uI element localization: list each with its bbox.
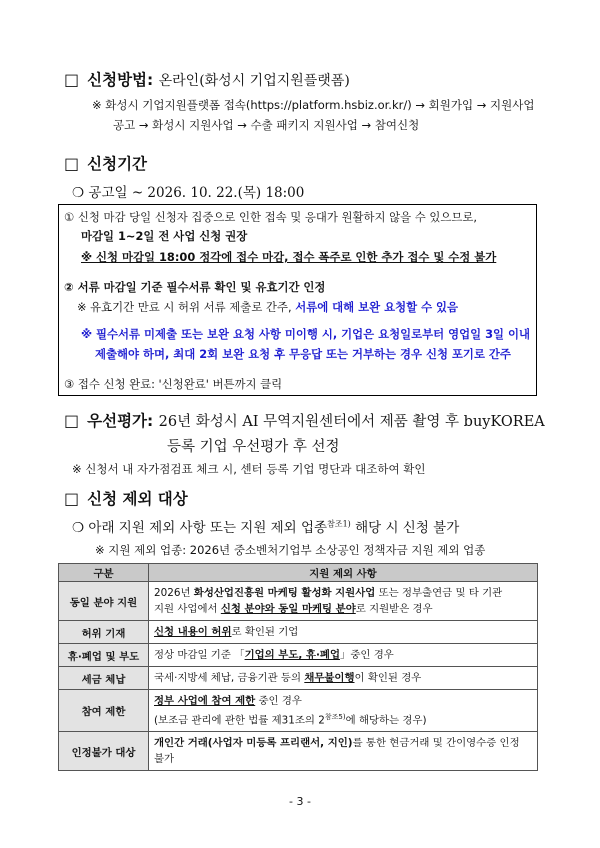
table-cell-category: 휴·폐업 및 부도	[59, 644, 149, 667]
method-heading: □ 신청방법: 온라인(화성시 기업지원플랫폼)	[64, 70, 350, 89]
priority-heading: □ 우선평가: 26년 화성시 AI 무역지원센터에서 제품 촬영 후 buyKOREA	[64, 411, 545, 430]
method-note-line1: ※ 화성시 기업지원플랫폼 접속(https://platform.hsbiz.or.kr/) → 회원가입 → 지원사업	[92, 98, 535, 112]
table-cell-description: 국세·지방세 체납, 금융기관 등의 채무불이행이 확인된 경우	[149, 667, 538, 690]
table-row	[59, 644, 538, 667]
table-cell-category: 참여 제한	[59, 690, 149, 732]
checkbox-square-icon: □	[64, 489, 80, 508]
exclusion-note: ※ 지원 제외 업종: 2026년 중소벤처기업부 소상공인 정책자금 지원 제외 업종	[95, 543, 486, 557]
table-cell-category: 세금 체납	[59, 667, 149, 690]
table-row	[59, 667, 538, 690]
exclusion-heading: □ 신청 제외 대상	[64, 489, 188, 508]
period-value: ❍ 공고일 ~ 2026. 10. 22.(목) 18:00	[72, 185, 305, 201]
checkbox-square-icon: □	[64, 70, 80, 89]
table-row	[59, 582, 538, 621]
table-cell-description: 정상 마감일 기준 「기업의 부도, 휴·폐업」중인 경우	[149, 644, 538, 667]
notice-box	[58, 204, 537, 396]
notice-item1-note: ※ 신청 마감일 18:00 정각에 접수 마감, 접수 폭주로 인한 추가 접수 및 수정 불가	[81, 250, 497, 264]
table-cell-description: 2026년 화성산업진흥원 마케팅 활성화 지원사업 또는 정부출연금 및 타 기관 지원 사업에서 신청 분야와 동일 마케팅 분야로 지원받은 경우	[149, 582, 538, 621]
notice-item1: ① 신청 마감 당일 신청자 집중으로 인한 접속 및 응대가 원활하지 않을 수 있으므로,	[64, 210, 478, 224]
table-header-category: 구분	[59, 564, 149, 582]
notice-item2-warning-line2: 제출해야 하며, 최대 2회 보완 요청 후 무응답 또는 거부하는 경우 신청 포기로 간주	[95, 347, 511, 361]
checkbox-square-icon: □	[64, 154, 80, 173]
table-cell-description: 개인간 거래(사업자 미등록 프리랜서, 지인)를 통한 현금거래 및 간이영수증 인정 불가	[149, 732, 538, 771]
notice-item1-line2: 마감일 1~2일 전 사업 신청 권장	[81, 229, 248, 243]
period-heading: □ 신청기간	[64, 154, 148, 173]
priority-value-line2: 등록 기업 우선평가 후 선정	[167, 439, 340, 455]
notice-item2-note: ※ 유효기간 만료 시 허위 서류 제출로 간주, 서류에 대해 보완 요청할 수 있음	[77, 300, 459, 314]
table-header-row	[59, 564, 538, 582]
circle-bullet-icon: ❍	[72, 185, 85, 201]
notice-item2-title: ② 서류 마감일 기준 필수서류 확인 및 유효기간 인정	[64, 280, 326, 294]
exclusion-intro: ❍ 아래 지원 제외 사항 또는 지원 제외 업종$^{참조1)}$ 해당 시 신청 불가	[72, 519, 460, 536]
priority-note: ※ 신청서 내 자가점검표 체크 시, 센터 등록 기업 명단과 대조하여 확인	[72, 462, 426, 476]
notice-item2-warning: ※ 필수서류 미제출 또는 보완 요청 사항 미이행 시, 기업은 요청일로부터 영업일 3일 이내	[81, 327, 530, 341]
table-row	[59, 690, 538, 732]
exclusion-table	[58, 563, 538, 771]
table-cell-category: 인정불가 대상	[59, 732, 149, 771]
circle-bullet-icon: ❍	[72, 520, 85, 536]
table-cell-description: 정부 사업에 참여 제한 중인 경우 (보조금 관리에 관한 법률 제31조의 $2^{참조5)}$에 해당하는 경우)	[149, 690, 538, 732]
method-note-line2: 공고 → 화성시 지원사업 → 수출 패키지 지원사업 → 참여신청	[113, 118, 420, 132]
table-cell-category: 동일 분야 지원	[59, 582, 149, 621]
table-row	[59, 732, 538, 771]
notice-item3: ③ 접수 신청 완료: '신청완료' 버튼까지 클릭	[64, 377, 283, 391]
page-number: - 3 -	[289, 795, 311, 808]
table-cell-category: 허위 기재	[59, 621, 149, 644]
table-header-description: 지원 제외 사항	[149, 564, 538, 582]
table-row	[59, 621, 538, 644]
table-cell-description: 신청 내용이 허위로 확인된 기업	[149, 621, 538, 644]
checkbox-square-icon: □	[64, 411, 80, 430]
